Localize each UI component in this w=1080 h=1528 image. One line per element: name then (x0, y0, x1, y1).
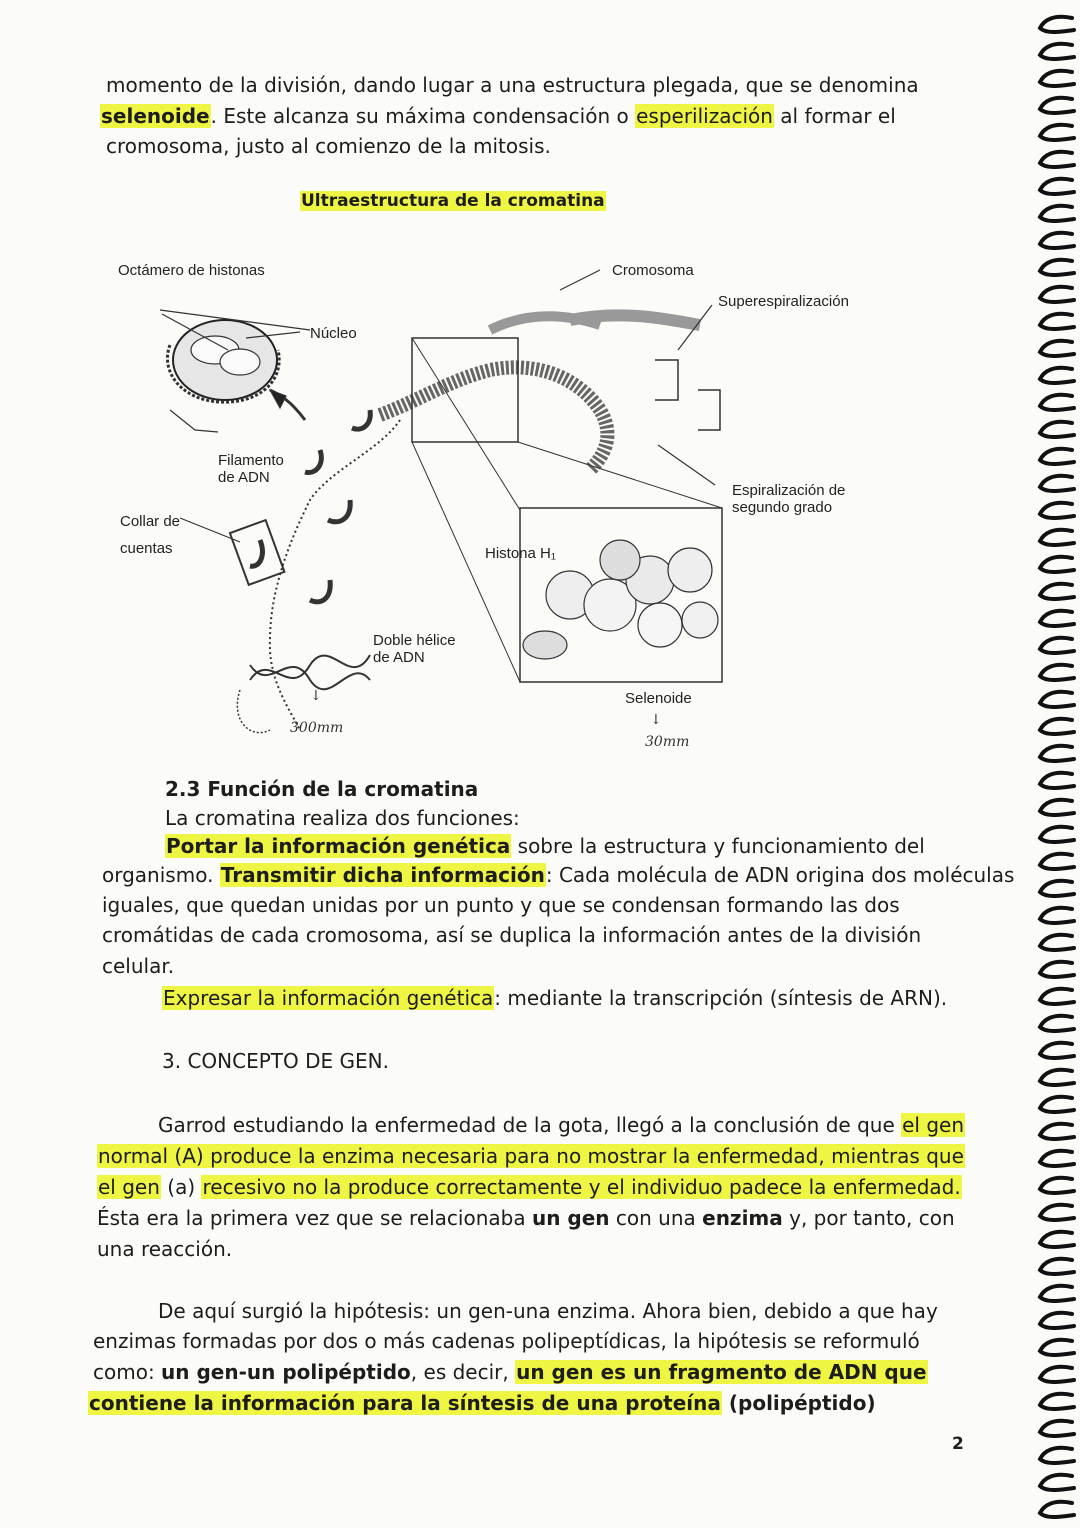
handwritten-300mm: 300mm (290, 720, 344, 736)
highlight-selenoide: selenoide (101, 104, 210, 128)
section-3-p1-line-3: el gen (a) recesivo no la produce correctamente y el individuo padece la enfermedad. (98, 1175, 961, 1199)
spiral-coil (1040, 1097, 1074, 1112)
spiral-coil (1040, 17, 1074, 32)
label-espiralizacion: Espiralización de segundo grado (732, 482, 846, 516)
spiral-coil (1040, 1367, 1074, 1382)
spiral-coil (1040, 962, 1074, 977)
spiral-coil (1040, 503, 1074, 518)
intro-line-3: cromosoma, justo al comienzo de la mitosis. (106, 134, 551, 158)
spiral-coil (1040, 422, 1074, 437)
spiral-coil (1040, 395, 1074, 410)
label-octamero: Octámero de histonas (118, 262, 265, 279)
spiral-coil (1040, 1313, 1074, 1328)
section-3-p2-line-1: De aquí surgió la hipótesis: un gen-una enzima. Ahora bien, debido a que hay (158, 1299, 938, 1323)
spiral-coil (1040, 179, 1074, 194)
label-cromosoma: Cromosoma (612, 262, 694, 279)
function-2-line-3: cromátidas de cada cromosoma, así se duplica la información antes de la división (102, 923, 922, 947)
spiral-coil (1040, 1043, 1074, 1058)
intro-line-2: selenoide. Este alcanza su máxima condensación o esperilización al formar el (101, 104, 896, 128)
section-3-heading: 3. CONCEPTO DE GEN. (162, 1049, 389, 1073)
spiral-coil (1040, 1259, 1074, 1274)
section-3-p1-line-1: Garrod estudiando la enfermedad de la gota, llegó a la conclusión de que el gen (158, 1113, 965, 1137)
spiral-coil (1040, 260, 1074, 275)
spiral-coil (1040, 854, 1074, 869)
spiral-coil (1040, 746, 1074, 761)
section-3-p1-line-2: normal (A) produce la enzima necesaria para no mostrar la enfermedad, mientras que (98, 1144, 964, 1168)
intro-line-1: momento de la división, dando lugar a una estructura plegada, que se denomina (106, 73, 919, 97)
spiral-coil (1040, 233, 1074, 248)
section-2-3-heading: 2.3 Función de la cromatina (165, 777, 479, 801)
function-2-line-1: organismo. Transmitir dicha información: Cada molécula de ADN origina dos moléculas (102, 863, 1015, 887)
label-superespiralizacion: Superespiralización (718, 293, 849, 310)
section-3-p1-line-4: Ésta era la primera vez que se relacionaba un gen con una enzima y, por tanto, con (97, 1206, 955, 1230)
spiral-coil (1040, 1124, 1074, 1139)
section-3-p2-line-3: como: un gen-un polipéptido, es decir, un gen es un fragmento de ADN que (93, 1360, 927, 1384)
spiral-coil (1040, 368, 1074, 383)
spiral-coil (1040, 719, 1074, 734)
spiral-coil (1040, 800, 1074, 815)
spiral-coil (1040, 1205, 1074, 1220)
spiral-coil (1040, 449, 1074, 464)
spiral-coil (1040, 908, 1074, 923)
spiral-coil (1040, 314, 1074, 329)
spiral-coil (1040, 1178, 1074, 1193)
function-2-line-2: iguales, que quedan unidas por un punto y que se condensan formando las dos (102, 893, 900, 917)
label-collar: Collar de cuentas (120, 513, 181, 557)
spiral-coil (1040, 476, 1074, 491)
spiral-coil (1040, 152, 1074, 167)
function-1: Portar la información genética sobre la estructura y funcionamiento del (166, 834, 925, 858)
spiral-coil (1040, 206, 1074, 221)
spiral-coil (1040, 638, 1074, 653)
spiral-coil (1040, 1475, 1074, 1490)
spiral-coil (1040, 125, 1074, 140)
spiral-coil (1040, 665, 1074, 680)
spiral-coil (1040, 1421, 1074, 1436)
section-3-p1-line-5: una reacción. (97, 1237, 233, 1261)
spiral-coil (1040, 71, 1074, 86)
section-2-3-intro: La cromatina realiza dos funciones: (165, 806, 520, 830)
spiral-coil (1040, 1340, 1074, 1355)
label-selenoide: Selenoide (625, 690, 692, 707)
function-2-line-4: celular. (102, 954, 175, 978)
spiral-coil (1040, 773, 1074, 788)
handwritten-30mm: 30mm (645, 734, 690, 750)
spiral-coil (1040, 989, 1074, 1004)
handwritten-arrow-right: ↓ (650, 712, 662, 728)
spiral-coil (1040, 1016, 1074, 1031)
spiral-coil (1040, 827, 1074, 842)
spiral-coil (1040, 287, 1074, 302)
spiral-coil (1040, 98, 1074, 113)
spiral-coil (1040, 881, 1074, 896)
spiral-coil (1040, 1394, 1074, 1409)
highlight-esperilizacion: esperilización (636, 104, 773, 128)
spiral-coil (1040, 1151, 1074, 1166)
spiral-coil (1040, 341, 1074, 356)
label-filamento: Filamento de ADN (218, 452, 284, 486)
spiral-coil (1040, 1448, 1074, 1463)
section-3-p2-line-2: enzimas formadas por dos o más cadenas polipeptídicas, la hipótesis se reformuló (93, 1329, 920, 1353)
label-nucleo: Núcleo (310, 325, 357, 342)
spiral-coil (1040, 1070, 1074, 1085)
function-3: Expresar la información genética: mediante la transcripción (síntesis de ARN). (163, 986, 948, 1010)
spiral-binding (1024, 0, 1080, 1528)
spiral-coil (1040, 1286, 1074, 1301)
spiral-coil (1040, 1502, 1074, 1517)
section-3-p2-line-4: contiene la información para la síntesis de una proteína (polipéptido) (89, 1391, 876, 1415)
spiral-coil (1040, 584, 1074, 599)
spiral-coil (1040, 1232, 1074, 1247)
spiral-coil (1040, 935, 1074, 950)
spiral-coil (1040, 692, 1074, 707)
handwritten-arrow-left: ↓ (310, 688, 322, 704)
diagram-title: Ultraestructura de la cromatina (301, 191, 605, 211)
spiral-coil (1040, 557, 1074, 572)
spiral-coil (1040, 44, 1074, 59)
chromosome-coil (380, 315, 700, 470)
nucleosome-illustration (160, 310, 310, 432)
label-doble-helice: Doble hélice de ADN (373, 632, 456, 666)
spiral-coil (1040, 611, 1074, 626)
spiral-coil (1040, 530, 1074, 545)
page-number: 2 (952, 1434, 964, 1454)
label-histona: Histona H₁ (485, 545, 556, 562)
